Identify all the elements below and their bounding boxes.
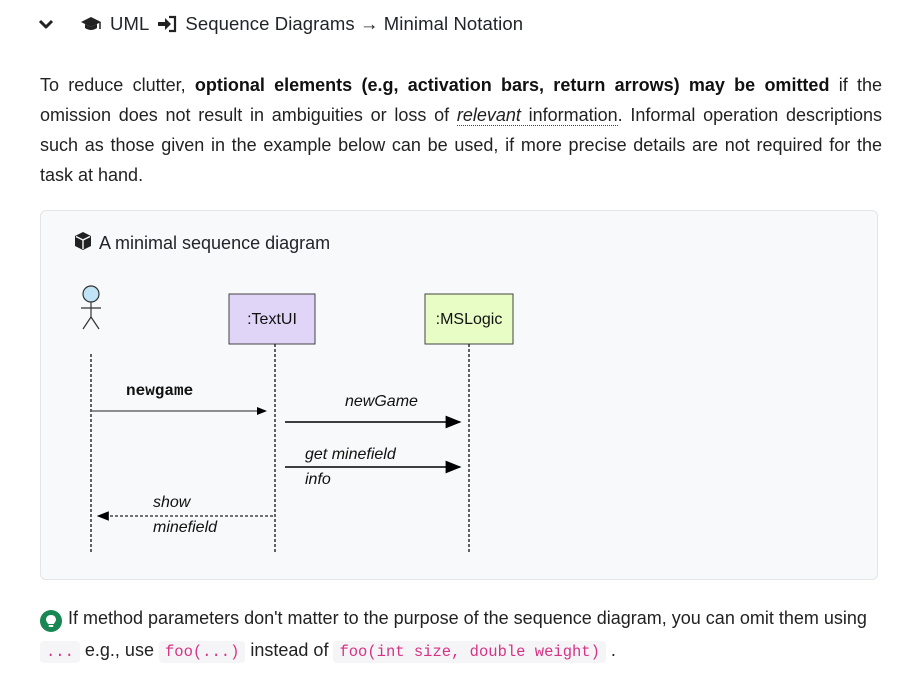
relevant-term[interactable] [457,105,618,126]
actor-user [81,286,101,329]
example-title-text: A minimal sequence diagram [99,233,331,253]
message-get-minefield-label: get minefield info [305,446,396,488]
tip-text-3: instead of [245,640,334,660]
para-text-3: . Informal operation descriptions such as those given in the example below can be used, if more precise details are not required for the task at hand. [40,105,882,185]
para-text-1: To reduce clutter, [40,75,195,95]
tip-callout [40,602,890,668]
message-show-minefield-label: show minefield [153,494,218,536]
header-title: Sequence Diagrams → Minimal Notation [185,13,524,34]
lightbulb-icon [40,610,62,632]
participant-mslogic-label: :MSLogic [435,311,503,328]
message-newgame-label: newgame [126,382,194,400]
para-bold: optional elements (e.g, activation bars, return arrows) may be omitted [194,75,830,95]
code-ellipsis: ... [40,641,80,663]
code-foo-ellipsis: foo(...) [159,641,245,663]
intro-paragraph [40,70,882,190]
relevant-rest: information [520,105,618,125]
message-newGame-label: newGame [345,393,418,410]
tip-text-4: . [605,640,616,660]
code-foo-params: foo(int size, double weight) [333,641,605,663]
sequence-diagram [41,211,879,581]
sign-in-icon [157,15,177,33]
tip-text-1: If method parameters don't matter to the purpose of the sequence diagram, you can omit them using [68,608,867,628]
example-card [40,210,878,580]
tip-text-2: e.g., use [79,640,159,660]
graduation-cap-icon [80,15,102,33]
para-text-2: if the omission does not result in ambiguities or loss of [40,75,882,125]
relevant-italic: relevant [456,105,521,125]
header-prefix: UML [110,13,150,34]
participant-textui-label: :TextUI [247,311,297,328]
section-header[interactable] [38,10,523,38]
chevron-down-icon[interactable] [38,16,54,32]
